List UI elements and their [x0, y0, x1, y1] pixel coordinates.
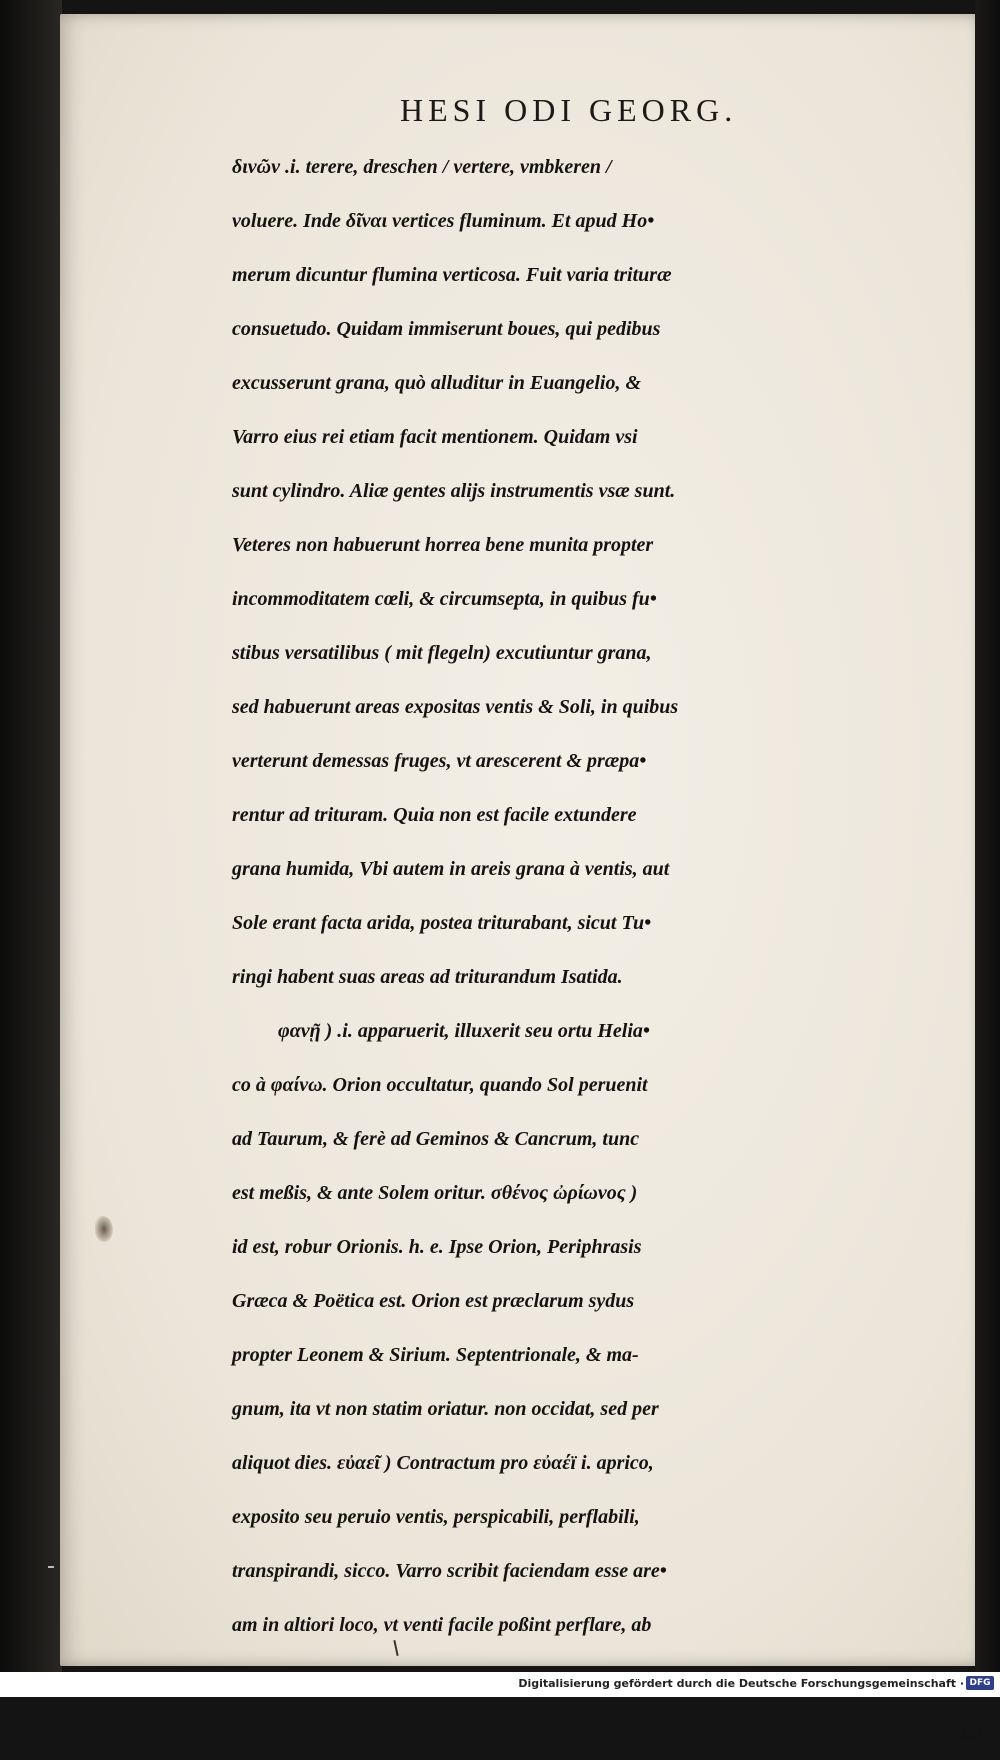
body-text	[232, 140, 982, 1760]
text-line: φανῇ ) .i. apparuerit, illuxerit seu ortu Helia•	[278, 1020, 650, 1042]
text-line: incommoditatem cœli, & circumsepta, in quibus fu•	[232, 588, 657, 610]
text-line: id est, robur Orionis. h. e. Ipse Orion, Periphrasis	[232, 1236, 642, 1258]
text-line: Veteres non habuerunt horrea bene munita propter	[232, 534, 654, 556]
text-line: excusserunt grana, quò alluditur in Euangelio, &	[232, 372, 642, 394]
text-line: merum dicuntur flumina verticosa. Fuit varia trituræ	[232, 264, 672, 286]
ink-blot	[95, 1216, 113, 1242]
margin-mark	[48, 1566, 54, 1568]
text-line: Sole erant facta arida, postea triturabant, sicut Tu•	[232, 912, 652, 934]
text-line: grana humida, Vbi autem in areis grana à ventis, aut	[232, 858, 670, 880]
text-line: ringi habent suas areas ad triturandum Isatida.	[232, 966, 623, 988]
catchword: qua	[950, 1722, 982, 1744]
footer-credit: Digitalisierung gefördert durch die Deutsche Forschungsgemeinschaft ·	[518, 1677, 964, 1690]
text-line: verterunt demessas fruges, vt arescerent & præpa•	[232, 750, 647, 772]
text-line: Græca & Poëtica est. Orion est præclarum sydus	[232, 1290, 635, 1312]
book-spine-shadow	[0, 0, 62, 1697]
running-head: HESI ODI GEORG.	[400, 92, 738, 128]
text-line: voluere. Inde δῖναι vertices fluminum. Et apud Ho•	[232, 210, 655, 232]
text-line: δινῶν .i. terere, dreschen / vertere, vmbkeren /	[232, 156, 612, 178]
text-line: transpirandi, sicco. Varro scribit faciendam esse are•	[232, 1560, 667, 1582]
text-line: consuetudo. Quidam immiserunt boues, qui pedibus	[232, 318, 661, 340]
text-line: est meßis, & ante Solem oritur. σθένος ὠρίωνος )	[232, 1182, 638, 1204]
text-line: sed habuerunt areas expositas ventis & Soli, in quibus	[232, 696, 679, 718]
text-line: co à φαίνω. Orion occultatur, quando Sol peruenit	[232, 1074, 648, 1096]
text-line: propter Leonem & Sirium. Septentrionale, & ma-	[232, 1344, 639, 1366]
text-line: stibus versatilibus ( mit flegeln) excutiuntur grana,	[232, 642, 652, 664]
text-line: ad Taurum, & ferè ad Geminos & Cancrum, tunc	[232, 1128, 640, 1150]
text-line: gnum, ita vt non statim oriatur. non occidat, sed per	[232, 1398, 659, 1420]
text-line: exposito seu peruio ventis, perspicabili, perflabili,	[232, 1506, 640, 1528]
dfg-logo: DFG	[966, 1676, 994, 1690]
text-line: sunt cylindro. Aliæ gentes alijs instrumentis vsæ sunt.	[232, 480, 676, 502]
text-line: Varro eius rei etiam facit mentionem. Quidam vsi	[232, 426, 638, 448]
text-line: aliquot dies. εὐαεῖ ) Contractum pro εὐαέϊ i. aprico,	[232, 1452, 654, 1474]
text-line: am in altiori loco, vt venti facile poßint perflare, ab	[232, 1614, 652, 1636]
text-line: rentur ad trituram. Quia non est facile extundere	[232, 804, 637, 826]
